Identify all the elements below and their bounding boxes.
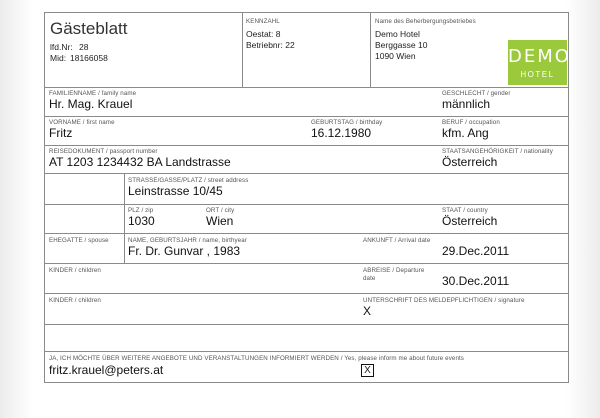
divider (44, 87, 568, 88)
vorname-value: Fritz (49, 126, 73, 140)
divider (44, 351, 568, 352)
logo-text: DEMO (508, 46, 571, 67)
beruf-value: kfm. Ang (442, 126, 489, 140)
newsletter-checkbox[interactable]: X (361, 364, 374, 377)
country-label: STAAT / country (442, 207, 488, 214)
kinder-label: KINDER / children (49, 267, 101, 274)
divider (44, 324, 568, 325)
ankunft-label: ANKUNFT / Arrival date (363, 237, 431, 244)
lfd-nr-label: lfd.Nr: (50, 42, 73, 52)
geburtstag-label: GEBURTSTAG / birthday (311, 119, 383, 126)
plz-value: 1030 (128, 214, 155, 228)
kinder-label-2: KINDER / children (49, 297, 101, 304)
email-value: fritz.krauel@peters.at (49, 363, 164, 377)
unterschrift-label: UNTERSCHRIFT DES MELDEPFLICHTIGEN / signature (363, 297, 525, 304)
staatsangehoerigkeit-label: STAATSANGEHÖRIGKEIT / nationality (442, 148, 553, 155)
ort-value: Wien (206, 214, 234, 228)
plz-label: PLZ / zip (128, 207, 154, 214)
familienname-label: FAMILIENNAME / family name (49, 90, 137, 97)
betriebnr-value: Betriebnr: 22 (246, 40, 295, 50)
geburtstag-value: 16.12.1980 (311, 126, 372, 140)
familienname-value: Hr. Mag. Krauel (49, 97, 133, 111)
divider (44, 116, 568, 117)
geschlecht-label: GESCHLECHT / gender (442, 90, 511, 97)
hotel-name: Demo Hotel (375, 29, 420, 39)
divider (44, 293, 568, 294)
logo-subtext: HOTEL (520, 70, 555, 79)
kennzahl-label: KENNZAHL (246, 18, 280, 25)
mid-label: Mid: (50, 53, 67, 63)
divider (242, 12, 243, 87)
lfd-nr-value: 28 (79, 42, 89, 52)
divider (124, 173, 125, 233)
ehegatte-label: EHEGATTE / spouse (49, 237, 109, 244)
hotel-logo (508, 40, 571, 85)
reisedokument-label: REISEDOKUMENT / passport number (49, 148, 158, 155)
strasse-value: Leinstrasse 10/45 (128, 184, 223, 198)
divider (44, 145, 568, 146)
mid-value: 18166058 (70, 53, 108, 63)
unterschrift-value: X (363, 304, 372, 318)
vorname-label: VORNAME / first name (49, 119, 115, 126)
newsletter-label: JA, ICH MÖCHTE ÜBER WEITERE ANGEBOTE UND VERANSTALTUNGEN INFORMIERT WERDEN / Yes, please inform me about future events (49, 355, 464, 362)
ehegatte-name-value: Fr. Dr. Gunvar , 1983 (128, 244, 241, 258)
divider (44, 233, 568, 234)
ehegatte-name-label: NAME, GEBURTSJAHR / name, birthyear (128, 237, 247, 244)
strasse-label: STRASSE/GASSE/PLATZ / street address (128, 177, 249, 184)
oestat-value: Oestat: 8 (246, 29, 281, 39)
reisedokument-value: AT 1203 1234432 BA Landstrasse (49, 155, 231, 169)
hotel-city: 1090 Wien (375, 51, 416, 61)
abreise-label-date: date (363, 275, 376, 282)
divider (44, 173, 568, 174)
divider (124, 233, 125, 263)
country-value: Österreich (442, 214, 498, 228)
abreise-value: 30.Dec.2011 (442, 274, 510, 288)
divider (44, 263, 568, 264)
ort-label: ORT / city (206, 207, 235, 214)
geschlecht-value: männlich (442, 97, 491, 111)
betrieb-label: Name des Beherbergungsbetriebes (375, 18, 476, 25)
abreise-label: ABREISE / Departure (363, 267, 425, 274)
page-title: Gästeblatt (50, 19, 128, 38)
divider (44, 204, 568, 205)
staatsangehoerigkeit-value: Österreich (442, 155, 498, 169)
ankunft-value: 29.Dec.2011 (442, 244, 510, 258)
divider (370, 12, 371, 87)
beruf-label: BERUF / occupation (442, 119, 500, 126)
guest-form-sheet (44, 12, 569, 383)
hotel-street: Berggasse 10 (375, 40, 428, 50)
